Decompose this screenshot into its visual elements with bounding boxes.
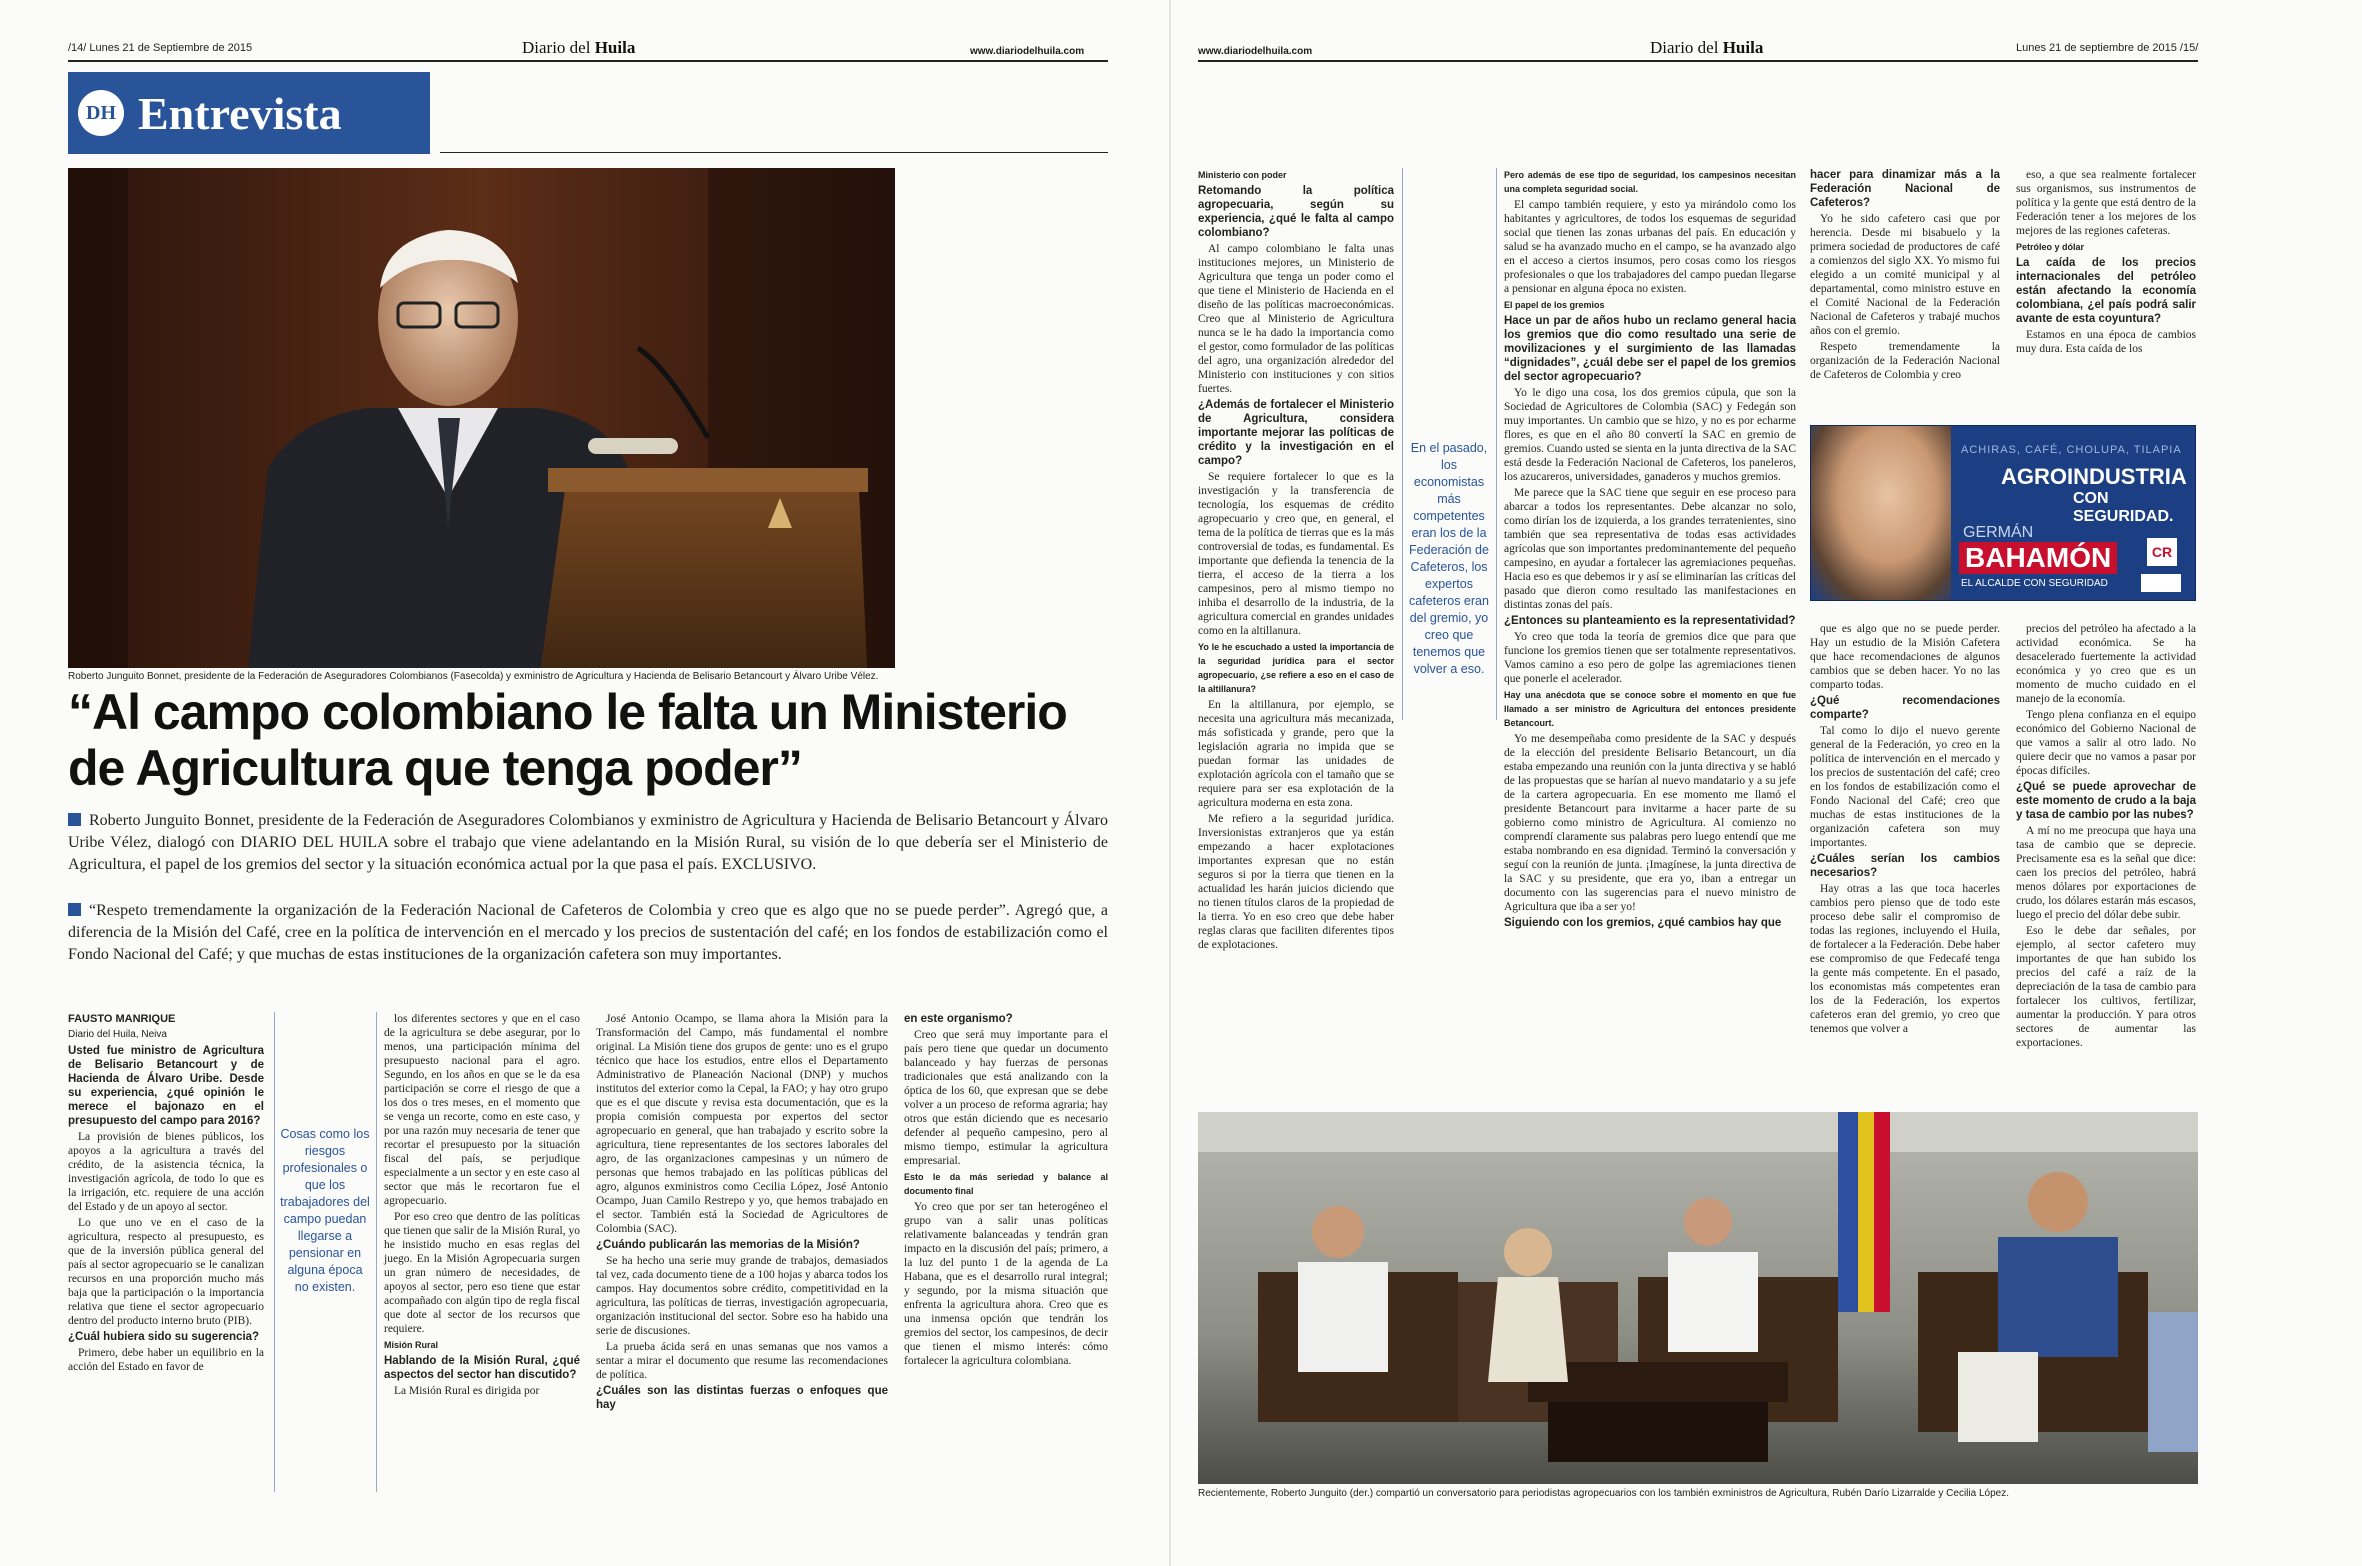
question: ¿Además de fortalecer el Ministerio de Agricultura, considera importante mejorar las políticas de crédito y la investigación en el campo?: [1198, 399, 1394, 467]
headline: “Al campo colombiano le falta un Ministerio de Agricultura que tenga poder”: [68, 684, 1067, 796]
paragraph: Eso le debe dar señales, por ejemplo, al sector cafetero muy importantes de que han subido los precios del café a raíz de la depreciación de la tasa de cambio para fortalecer los cultivos, fertilizar, aumentar la producción. Y para otros sectores de aumentar las exportaciones.: [2016, 925, 2196, 1049]
blue-square-bullet: [68, 813, 81, 826]
question: La caída de los precios internacionales del petróleo están afectando la economía colombiana, ¿el país podrá salir avante de esta coyuntura?: [2016, 257, 2196, 325]
sponsor-logo-icon: [2141, 574, 2181, 592]
deck-paragraph-2: “Respeto tremendamente la organización de la Federación Nacional de Cafeteros de Colombia y creo que es algo que no se puede perder”. Agregó que, a diferencia de la Misión del Café, cree en la política de intervención en el mercado y los precios de sustentación del café; en los fondos de estabilización como el Fondo Nacional del Café; y que muchas de estas instituciones de la organización cafetera son muy importantes.: [68, 902, 1108, 963]
subhead: Pero además de ese tipo de seguridad, los campesinos necesitan una completa seguridad social.: [1504, 170, 1796, 194]
ad-headline: AGROINDUSTRIA: [2001, 464, 2187, 489]
paragraph: Creo que será muy importante para el país pero tiene que quedar un documento balanceado y hay fuerzas de personas tradicionales que está analizando con la óptica de los 60, que expresan que se debe volver a un proceso de reforma agraria; hay otros que están diciendo que es necesario defender al pequeño campesino, pero al mismo tiempo, estimular la agricultura empresarial.: [904, 1029, 1108, 1167]
main-photo-caption: Roberto Junguito Bonnet, presidente de la Federación de Aseguradores Colombianos (Fasecolda) y exministro de Agricultura y Hacienda de Belisario Betancourt y Álvaro Uribe Vélez.: [68, 671, 879, 682]
subhead: Misión Rural: [384, 1340, 439, 1350]
right-column-3-top: [1810, 168, 2000, 384]
panel-photo-caption: Recientemente, Roberto Junguito (der.) compartió un conversatorio para periodistas agropecuarios con los también exministros de Agricultura, Rubén Darío Lizarralde y Cecilia López.: [1198, 1488, 2009, 1499]
paragraph: La Misión Rural es dirigida por: [394, 1385, 540, 1397]
panel-discussion-illustration: [1198, 1112, 2198, 1484]
pullquote-rule-right: [1496, 168, 1497, 720]
party-logo-icon: CR: [2147, 538, 2177, 566]
paragraph: Yo he sido cafetero casi que por herencia. Desde mi bisabuelo y la primera sociedad de productores de café a comienzos del siglo XX. Yo mismo fui elegido a un comité municipal y al departamental, como ministro estuve en el Comité Nacional de la Federación Nacional de Cafeteros y trabajé muchos años con el gremio.: [1810, 213, 2000, 337]
question: Siguiendo con los gremios, ¿qué cambios hay que: [1504, 917, 1782, 929]
paragraph: El campo también requiere, y esto ya mirándolo como los habitantes y agricultores, de todos los esquemas de seguridad social que tienen las zonas urbanas del país. En educación y salud se ha avanzado mucho en el campo, se ha avanzado algo en el acceso a ciertos insumos, pero cosas como los riesgos profesionales o que los trabajadores del campo puedan llegarse a pensionar en alguna época no existen.: [1504, 199, 1796, 295]
paragraph: los diferentes sectores y que en el caso de la agricultura se debe asegurar, por lo menos, una participación mínima del presupuesto nacional para el agro. Segundo, en los años en que se le da esa participación se corre el riesgo de que a los dos o tres meses, en el momento que se venga un recorte, como en este caso, y por una razón muy necesaria de tener que recortar el presupuesto por la situación fiscal del país, se perjudique especialmente a un sector y en este caso al sector que más le recortaron fue el agropecuario.: [384, 1013, 580, 1207]
paragraph: Yo le digo una cosa, los dos gremios cúpula, que son la Sociedad de Agricultores de Colombia (SAC) y Fedegán son muy importantes. Un cambio que se hizo, y no es por echarme flores, es que en el año 80 convertí la SAC en gremio de gremios. Cuando usted se sienta en la junta directiva de la SAC está desde la Federación Nacional de Cafeteros, los paneleros, los azucareros, universidades, ganaderos y muchos gremios.: [1504, 387, 1796, 483]
right-header-rule: [1198, 60, 2198, 62]
paragraph: Hay otras a las que toca hacerles cambios pero pienso que de todo este proceso debe salir el compromiso de todas las regiones, incluyendo el Huila, de fortalecer a la Federación. Debe haber ese compromiso de que Fedecafé tenga la gente más competente. En el pasado, los economistas más competentes eran los de la Federación, los expertos cafeteros eran del gremio, yo creo que tenemos que volver a: [1810, 883, 2000, 1035]
dateline: Diario del Huila, Neiva: [68, 1029, 167, 1040]
paragraph: que es algo que no se puede perder. Hay un estudio de la Misión Cafetera que hace recomendaciones de algunos cambios que se deben hacer. Yo no las comparto todas.: [1810, 623, 2000, 691]
question: ¿Entonces su planteamiento es la representatividad?: [1504, 615, 1796, 627]
right-folio: Lunes 21 de septiembre de 2015 /15/: [2016, 42, 2199, 54]
paragraph: José Antonio Ocampo, se llama ahora la Misión para la Transformación del Campo, más fundamental el nombre original. La Misión tiene dos grupos de gente: uno es el grupo técnico que hace los estudios, entre ellos el Departamento Administrativo de Planeación Nacional (DNP) y muchos institutos del exterior como la Cepal, la FAO; y hay otro grupo que es el que discute y revisa esta documentación, que es la propia comisión compuesta por expertos del sector agropecuario en general, que han trabajado y escrito sobre la agricultura, tiene representantes de los sectores laborales del agro, de las organizaciones campesinas y un número de personas que hemos trabajado en las políticas públicas del agro, algunos exministros como Cecilia López, José Antonio Ocampo, Juan Camilo Restrepo y yo, que hemos trabajado en el sector. También está la Sociedad de Agricultores de Colombia (SAC).: [596, 1013, 888, 1235]
paragraph: Al campo colombiano le falta unas instituciones mejores, un Ministerio de Agricultura que tenga un poder como el que tiene el Ministerio de Hacienda en el diseño de las políticas macroeconómicas. Creo que al Ministerio de Agricultura nunca se le ha dado la importancia como el gestor, como formulador de las políticas del agro, una organización alrededor del Ministerio con instituciones y con sitios fuertes.: [1198, 243, 1394, 395]
subhead: Esto le da más seriedad y balance al documento final: [904, 1172, 1108, 1196]
left-masthead: Diario del Huila: [522, 38, 636, 57]
section-rule: [440, 152, 1108, 153]
paragraph: Respeto tremendamente la organización de la Federación Nacional de Cafeteros de Colombia y creo: [1810, 341, 2000, 381]
question: Retomando la política agropecuaria, según su experiencia, ¿qué le falta al campo colombiano?: [1198, 185, 1394, 239]
question: ¿Cuáles son las distintas fuerzas o enfoques que hay: [596, 1385, 888, 1411]
paragraph: La provisión de bienes públicos, los apoyos a la agricultura a través del crédito, de la asistencia técnica, la investigación agrícola, de todo lo que es la irrigación, etc. requiere de una acción del Estado y de un apoyo al sector.: [68, 1131, 264, 1213]
paragraph: Tengo plena confianza en el equipo económico del Gobierno Nacional de que vamos a salir al otro lado. No quiere decir que no vamos a pasar por épocas difíciles.: [2016, 709, 2196, 777]
pullquote-rule-left: [274, 1012, 275, 1492]
subhead: El papel de los gremios: [1504, 300, 1605, 310]
paragraph: Primero, debe haber un equilibrio en la acción del Estado en favor de: [68, 1347, 264, 1373]
right-masthead: Diario del Huila: [1650, 38, 1764, 57]
pullquote-rule-right: [376, 1012, 377, 1492]
question: ¿Cuáles serían los cambios necesarios?: [1810, 853, 2000, 879]
ad-headline-2: CON SEGURIDAD.: [2073, 490, 2174, 525]
ad-last-name: BAHAMÓN: [1959, 542, 2117, 574]
campaign-ad: [1810, 425, 2196, 601]
paragraph: precios del petróleo ha afectado a la actividad económica. Se ha desacelerado fuertemente la actividad económica y yo creo que es un momento de mucho cuidado en el manejo de la economía.: [2016, 623, 2196, 705]
question: en este organismo?: [904, 1013, 1013, 1025]
pullquote-left: Cosas como los riesgos profesionales o que los trabajadores del campo puedan llegarse a pensionar en alguna época no existen.: [280, 1127, 370, 1294]
left-column-1: [68, 1012, 264, 1376]
question: Hace un par de años hubo un reclamo general hacia los gremios que dio como resultado una serie de movilizaciones y el surgimiento de las llamadas “dignidades”, ¿cuál debe ser el papel de los gremios del sector agropecuario?: [1504, 315, 1796, 383]
paragraph: Me parece que la SAC tiene que seguir en ese proceso para abarcar a todos los representantes. Debe alcanzar no solo, como dirían los de izquierda, a los grandes terratenientes, sino también que sea representativa de todas esas actividades agrícolas que son importantes predominantemente del pequeño campesino, en ayudar a fortalecer las agremiaciones pequeñas. Hacia eso es que debemos ir y así se eliminarían las críticas del pasado que dieron como resultado las manifestaciones en distintas zonas del país.: [1504, 487, 1796, 611]
question: hacer para dinamizar más a la Federación Nacional de Cafeteros?: [1810, 169, 2000, 209]
section-banner: [68, 72, 430, 154]
question: ¿Qué recomendaciones comparte?: [1810, 695, 2000, 721]
question: ¿Cuál hubiera sido su sugerencia?: [68, 1331, 260, 1343]
candidate-portrait: [1811, 426, 1951, 600]
left-column-4: [904, 1012, 1108, 1370]
ad-tagline: ACHIRAS, CAFÉ, CHOLUPA, TILAPIA: [1961, 444, 2182, 456]
main-photo: [68, 168, 895, 668]
pullquote-right: En el pasado, los economistas más competentes eran los de la Federación de Cafeteros, los expertos cafeteros eran del gremio, yo creo que tenemos que volver a eso.: [1409, 441, 1489, 676]
ad-first-name: GERMÁN: [1963, 524, 2034, 541]
paragraph: Lo que uno ve en el caso de la agricultura, respecto al presupuesto, es que de la inversión pública general del país al sector agropecuario se le canalizan recursos en una proporción mucho más baja que la participación o la importancia relativa que tiene el sector agropecuario dentro del producto interno bruto (PIB).: [68, 1217, 264, 1327]
deck-paragraph-1: Roberto Junguito Bonnet, presidente de la Federación de Aseguradores Colombianos y exministro de Agricultura y Hacienda de Belisario Betancourt y Álvaro Uribe Vélez, dialogó con DIARIO DEL HUILA sobre el trabajo que viene adelantando en la Misión Rural, su visión de lo que debería ser el Ministerio de Agricultura, el papel de los gremios del sector y la situación económica actual por la que pasa el país. EXCLUSIVO.: [68, 812, 1108, 873]
right-column-4-bottom: [2016, 622, 2196, 1052]
paragraph: En la altillanura, por ejemplo, se necesita una agricultura más mecanizada, más sofisticada y grande, pero que la legislación agraria no impida que se puedan formar las unidades de explotación agrícola con el tamaño que se requiere para ser esa explotación de la agricultura moderna en esta zona.: [1198, 699, 1394, 809]
right-column-1: [1198, 168, 1394, 954]
right-column-2: [1504, 168, 1796, 932]
paragraph: La prueba ácida será en unas semanas que nos vamos a sentar a mirar el documento que resume las recomendaciones de política.: [596, 1341, 888, 1381]
byline: FAUSTO MANRIQUE: [68, 1013, 176, 1025]
paragraph: Por eso creo que dentro de las políticas que tienen que salir de la Misión Rural, yo he insistido mucho en esas reglas del juego. En la Misión Agropecuaria surgen un gran número de necesidades, de apoyos al sector, pero eso tiene que estar acompañado con algún tipo de regla fiscal que dote al sector de los recursos que requiere.: [384, 1211, 580, 1335]
left-site-url: www.diariodelhuila.com: [970, 46, 1085, 57]
paragraph: Yo creo que toda la teoría de gremios dice que para que funcione los gremios tienen que ser totalmente representativos. Vamos camino a eso pero de golpe las agremiaciones tienen que ponerle el acelerador.: [1504, 631, 1796, 685]
question: Usted fue ministro de Agricultura de Belisario Betancourt y de Hacienda de Álvaro Uribe. Desde su experiencia, ¿qué opinión le merece el bajonazo en el presupuesto del campo para 2016?: [68, 1045, 264, 1127]
right-site-url: www.diariodelhuila.com: [1198, 46, 1313, 57]
paragraph: A mí no me preocupa que haya una tasa de cambio que se deprecie. Precisamente esa es la señal que dice: caen los precios del petróleo, habrá menos dólares por exportaciones de crudo, los dólares estarán más escasos, luego el precio del dólar debe subir.: [2016, 825, 2196, 921]
paragraph: eso, a que sea realmente fortalecer sus organismos, sus instrumentos de política y la gente que está dentro de la Federación tener a los mejores de los mejores de las regiones cafeteras.: [2016, 169, 2196, 237]
ad-slogan: EL ALCALDE CON SEGURIDAD: [1961, 578, 2108, 589]
question: Hablando de la Misión Rural, ¿qué aspectos del sector han discutido?: [384, 1355, 580, 1381]
dh-logo: DH: [78, 90, 124, 136]
right-column-3-bottom: [1810, 622, 2000, 1038]
subhead: Ministerio con poder: [1198, 170, 1287, 180]
left-column-3: [596, 1012, 888, 1414]
pullquote-rule-left: [1402, 168, 1403, 720]
subhead: Hay una anécdota que se conoce sobre el momento en que fue llamado a ser ministro de Agricultura del entonces presidente Betancourt.: [1504, 690, 1796, 728]
panel-photo: [1198, 1112, 2198, 1484]
paragraph: Estamos en una época de cambios muy dura. Esta caída de los: [2016, 329, 2196, 355]
left-header-rule: [68, 60, 1108, 62]
question: ¿Qué se puede aprovechar de este momento de crudo a la baja y tasa de cambio por las nubes?: [2016, 781, 2196, 821]
subhead: Petróleo y dólar: [2016, 242, 2085, 252]
paragraph: Yo me desempeñaba como presidente de la SAC y después de la elección del presidente Belisario Betancourt, un día estaba empezando una reunión con la junta directiva y se habló de las propuestas que se harían al nuevo mandatario y a su jefe de la cartera agropecuaria. En ese momento me llamó el presidente Betancourt para invitarme a hacer parte de su gobierno como ministro de Agricultura. Al comienzo no comprendí claramente sus palabras pero luego entendí que me estaba nombrando en esa dignidad. Terminó la conversación y seguí con la reunión de junta. ¡Imagínese, la junta directiva de la SAC y su presidente, que era yo, iban a entregar un documento con las sugerencias para el nuevo ministro de Agricultura que iba a ser yo!: [1504, 733, 1796, 913]
question: ¿Cuándo publicarán las memorias de la Misión?: [596, 1239, 860, 1251]
right-column-4-top: [2016, 168, 2196, 358]
left-column-2: [384, 1012, 580, 1400]
blue-square-bullet: [68, 903, 81, 916]
paragraph: Yo creo que por ser tan heterogéneo el grupo van a salir unas políticas relativamente balanceadas y tendrán gran impacto en la discusión del país; primero, a la luz del punto 1 de la agenda de La Habana, que es el desarrollo rural integral; y segundo, por la misma situación que enfrenta la agricultura ahora. Creo que es una inmensa opción que tendrán los gremios del sector, los campesinos, de decir que tienen el mismo interés: cómo fortalecer la agricultura colombiana.: [904, 1201, 1108, 1367]
left-folio: /14/ Lunes 21 de Septiembre de 2015: [68, 42, 253, 54]
subhead: Yo le he escuchado a usted la importancia de la seguridad jurídica para el sector agropecuario, ¿se refiere a eso en el caso de la altillanura?: [1198, 642, 1394, 694]
page-gutter: [1169, 0, 1171, 1566]
section-title: Entrevista: [138, 87, 342, 139]
paragraph: Se requiere fortalecer lo que es la investigación y la transferencia de tecnología, los esquemas de crédito agropecuario y creo que, en general, el tema de la política de tierras que es la más controversial de todas, es fundamental. Es importante que defienda la tenencia de la tierra, el acceso de la tierra a los campesinos, pero al mismo tiempo no inhiba el desarrollo de la industria, de la agricultura comercial en grandes unidades como en la altillanura.: [1198, 471, 1394, 637]
speaker-photo-illustration: [68, 168, 895, 668]
paragraph: Se ha hecho una serie muy grande de trabajos, demasiados tal vez, cada documento tiene de a 100 hojas y abarca todos los campos. Hay documentos sobre crédito, competitividad en la agricultura, las políticas de tierras, investigación agropecuaria, organización institucional del sector. Sobre eso ha habido una serie de discusiones.: [596, 1255, 888, 1337]
paragraph: Tal como lo dijo el nuevo gerente general de la Federación, yo creo en la política de intervención en el mercado y los precios de sustentación del café; creo en los fondos de estabilización como el Fondo Nacional del Café; creo que muchas de estas instituciones de la organización cafetera son muy importantes.: [1810, 725, 2000, 849]
paragraph: Me refiero a la seguridad jurídica. Inversionistas extranjeros que ya están empezando a hacer explotaciones importantes expresan que no están seguros si por la tierra que tienen en la actualidad les harán juicios diciendo que no tienen títulos claros de la propiedad de la tierra. Yo en eso creo que debe haber reglas claras que faciliten diferentes tipos de explotaciones.: [1198, 813, 1394, 951]
